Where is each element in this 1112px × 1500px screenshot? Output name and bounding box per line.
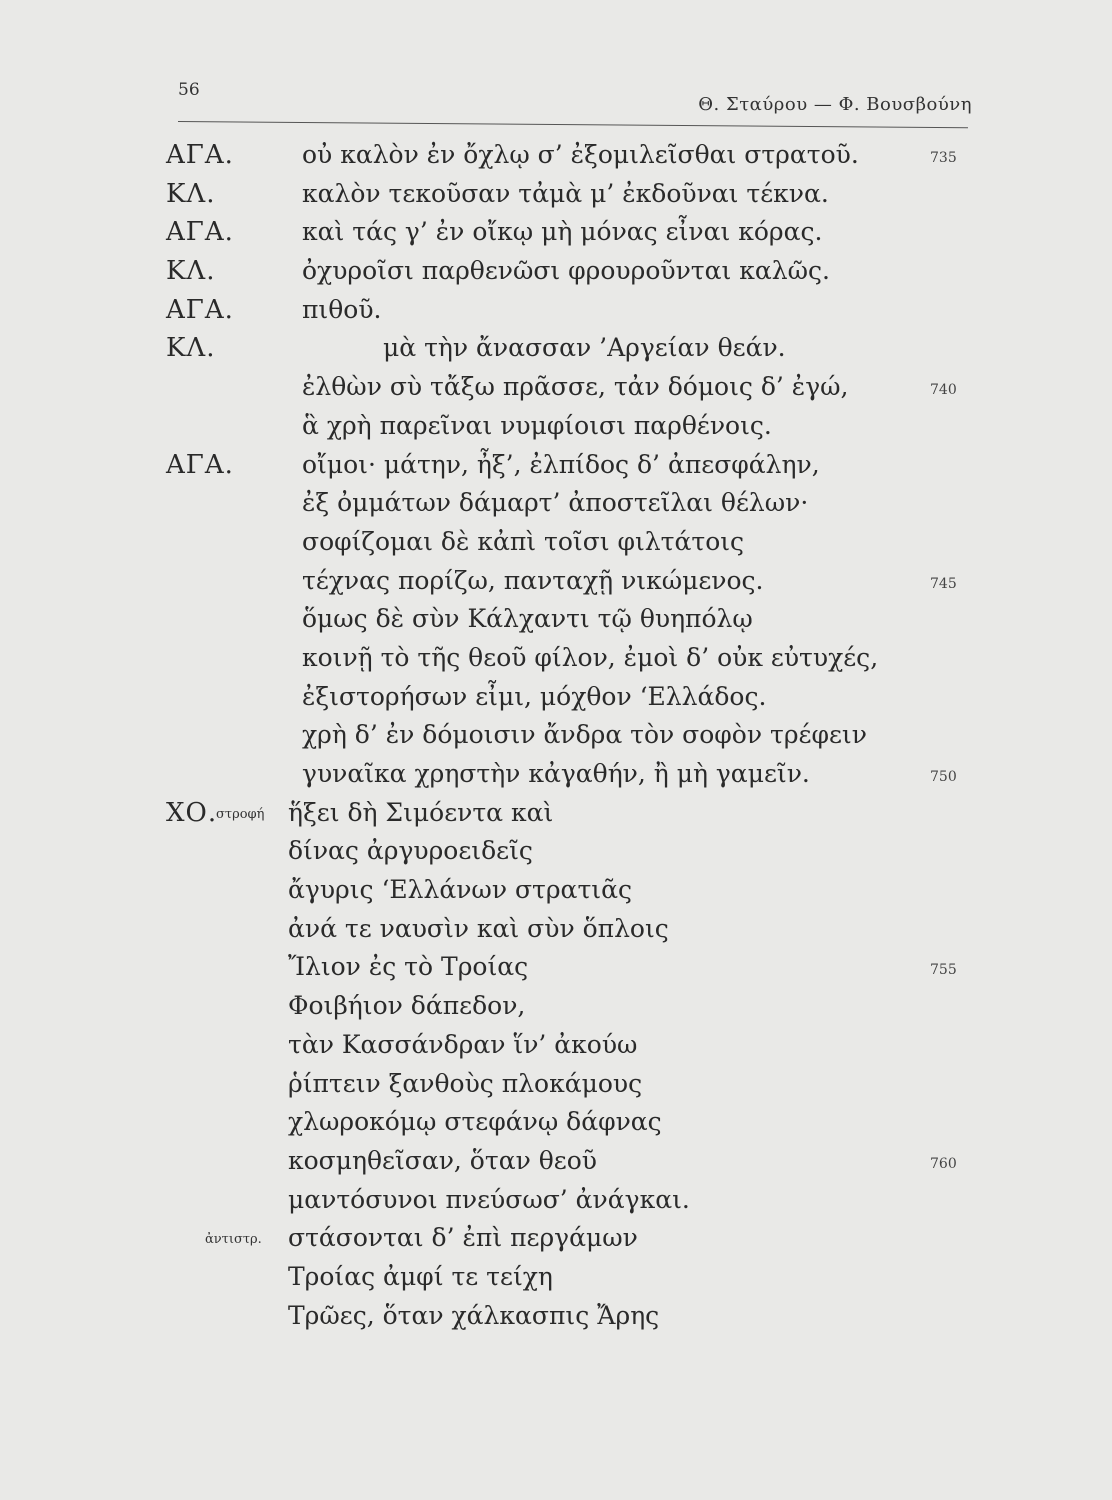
verse-line (0, 987, 1112, 1026)
verse-text: δίνας ἀργυροειδεῖς (288, 836, 533, 866)
strophe-marker: ἀντιστρ. (205, 1232, 262, 1248)
verse-line (0, 175, 1112, 214)
verse-line (0, 794, 1112, 833)
verse-text: ἐλθὼν σὺ τἄξω πρᾶσσε, τἀν δόμοις δ’ ἐγώ, (302, 372, 849, 402)
verse-block (0, 136, 1112, 1335)
verse-text: οὐ καλὸν ἐν ὄχλῳ σ’ ἐξομιλεῖσθαι στρατοῦ. (302, 140, 859, 169)
speaker-label: ΧΟ. (166, 797, 218, 828)
verse-text: ὀχυροῖσι παρθενῶσι φρουροῦνται καλῶς. (302, 256, 830, 286)
verse-text: κοινῇ τὸ τῆς θεοῦ φίλον, ἐμοὶ δ’ οὐκ εὐτυχές, (302, 642, 879, 672)
speaker-label: ΑΓΑ. (166, 140, 234, 170)
verse-line (0, 562, 1112, 601)
speaker-label: ΚΛ. (166, 333, 216, 364)
verse-line (0, 639, 1112, 678)
verse-text: ἐξιστορήσων εἶμι, μόχθον ‘Ελλάδος. (302, 681, 767, 711)
verse-text: ῥίπτειν ξανθοὺς πλοκάμους (288, 1068, 643, 1098)
verse-line (0, 1297, 1112, 1336)
verse-text: καλὸν τεκοῦσαν τἀμὰ μ’ ἐκδοῦναι τέκνα. (302, 178, 829, 208)
verse-text: γυναῖκα χρηστὴν κἀγαθήν, ἢ μὴ γαμεῖν. (302, 759, 810, 788)
verse-line (0, 523, 1112, 562)
verse-line (0, 910, 1112, 949)
verse-text: μὰ τὴν ἄνασσαν ’Αργείαν θεάν. (383, 333, 786, 363)
verse-line (0, 600, 1112, 639)
speaker-label: ΑΓΑ. (166, 449, 234, 480)
speaker-label: ΑΓΑ. (166, 217, 234, 248)
line-number: 735 (930, 150, 957, 166)
verse-text: ἐξ ὀμμάτων δάμαρτ’ ἀποστεῖλαι θέλων· (302, 488, 809, 518)
verse-line (0, 291, 1112, 330)
verse-line (0, 1026, 1112, 1065)
verse-line (0, 1219, 1112, 1258)
speaker-label: ΚΛ. (166, 256, 216, 287)
verse-text: τὰν Κασσάνδραν ἵν’ ἀκούω (288, 1029, 638, 1059)
verse-line (0, 755, 1112, 794)
verse-line (0, 871, 1112, 910)
verse-line (0, 1103, 1112, 1142)
verse-line (0, 368, 1112, 407)
verse-text: στάσονται δ’ ἐπὶ περγάμων (288, 1223, 638, 1253)
verse-line (0, 484, 1112, 523)
verse-text: καὶ τάς γ’ ἐν οἴκῳ μὴ μόνας εἶναι κόρας. (302, 217, 823, 247)
verse-text: Ἴλιον ἐς τὸ Τροίας (288, 952, 529, 982)
verse-text: σοφίζομαι δὲ κἀπὶ τοῖσι φιλτάτοις (302, 526, 745, 556)
verse-line (0, 446, 1112, 485)
verse-line (0, 1181, 1112, 1220)
verse-text: τέχνας πορίζω, πανταχῇ νικώμενος. (302, 565, 764, 595)
verse-text: χρὴ δ’ ἐν δόμοισιν ἄνδρα τὸν σοφὸν τρέφειν (302, 720, 867, 750)
verse-line (0, 678, 1112, 717)
verse-line (0, 136, 1112, 175)
verse-line (0, 832, 1112, 871)
line-number: 760 (930, 1155, 957, 1172)
verse-text: ἄγυρις ‘Ελλάνων στρατιᾶς (288, 875, 632, 905)
header-rule (178, 121, 968, 128)
verse-line (0, 1065, 1112, 1104)
verse-line (0, 213, 1112, 252)
verse-line (0, 407, 1112, 446)
line-number: 740 (930, 382, 957, 399)
verse-text: οἴμοι· μάτην, ἦξ’, ἐλπίδος δ’ ἀπεσφάλην, (302, 449, 820, 479)
verse-text: Τρῶες, ὅταν χάλκασπις Ἄρης (288, 1300, 660, 1330)
verse-text: Φοιβήιον δάπεδον, (288, 991, 526, 1021)
verse-line (0, 252, 1112, 291)
verse-text: κοσμηθεῖσαν, ὅταν θεοῦ (288, 1145, 597, 1175)
line-number: 755 (930, 962, 957, 979)
verse-text: ὅμως δὲ σὺν Κάλχαντι τῷ θυηπόλῳ (302, 604, 753, 634)
speaker-label: ΚΛ. (166, 178, 216, 209)
page-number: 56 (178, 80, 200, 100)
verse-text: χλωροκόμῳ στεφάνῳ δάφνας (288, 1107, 662, 1137)
verse-line (0, 329, 1112, 368)
verse-text: μαντόσυνοι πνεύσωσ’ ἀνάγκαι. (288, 1184, 690, 1214)
strophe-marker: στροφή (216, 806, 265, 822)
verse-line (0, 948, 1112, 987)
verse-line (0, 1258, 1112, 1297)
speaker-label: ΑΓΑ. (166, 294, 234, 325)
running-title: Θ. Σταύρου — Φ. Βουσβούνη (698, 94, 972, 115)
verse-text: πιθοῦ. (302, 294, 382, 324)
verse-line (0, 716, 1112, 755)
verse-text: ἥξει δὴ Σιμόεντα καὶ (288, 797, 554, 827)
line-number: 750 (930, 769, 957, 785)
verse-text: ἀνά τε ναυσὶν καὶ σὺν ὅπλοις (288, 913, 669, 943)
verse-text: ἃ χρὴ παρεῖναι νυμφίοισι παρθένοις. (302, 410, 772, 440)
line-number: 745 (930, 575, 957, 592)
verse-text: Τροίας ἀμφί τε τείχη (288, 1261, 553, 1291)
verse-line (0, 1142, 1112, 1181)
